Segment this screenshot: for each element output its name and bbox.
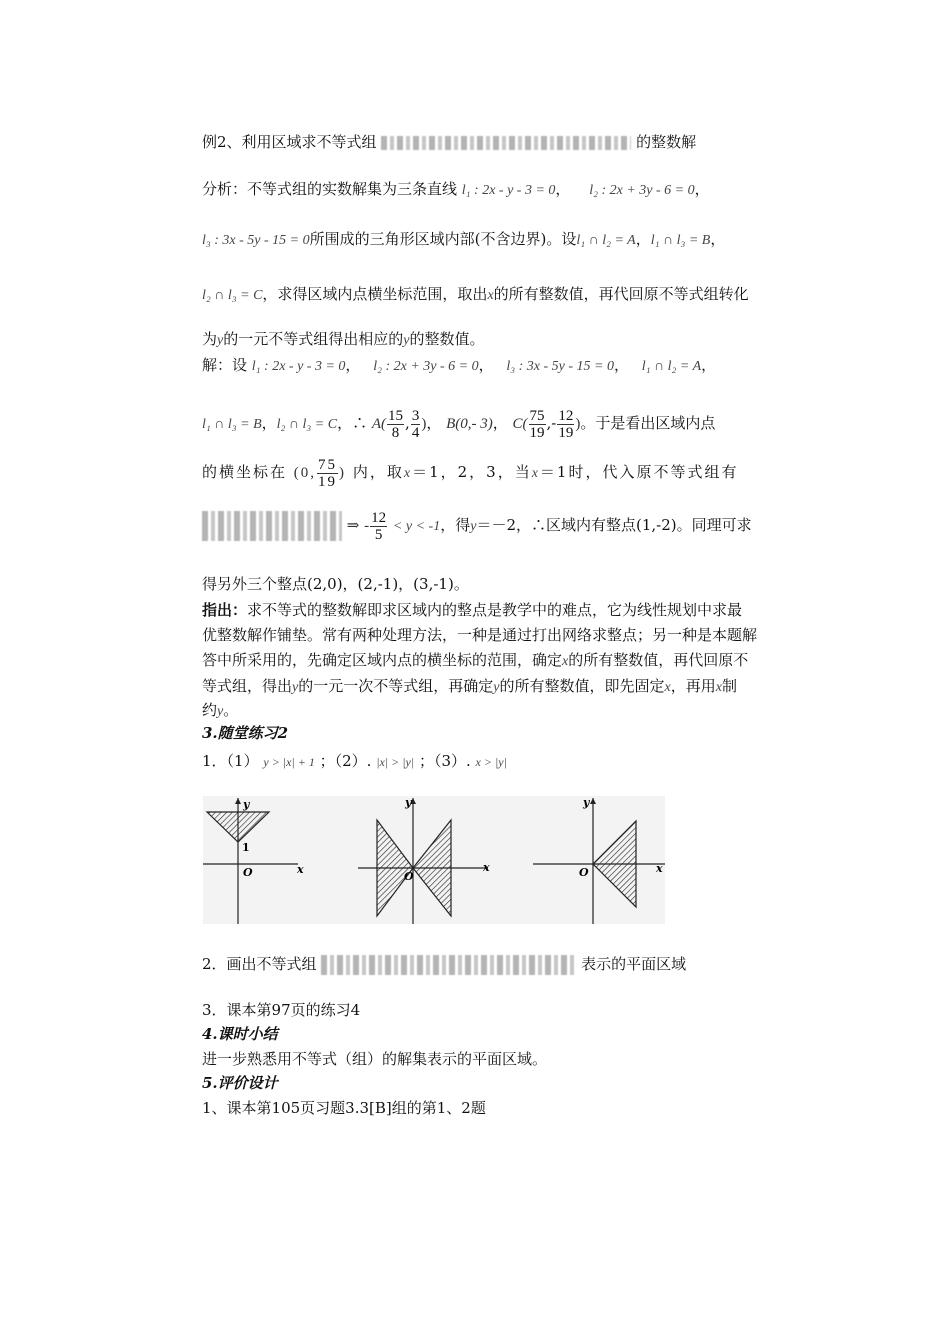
- practice-1-graphs: [203, 796, 665, 924]
- fraction: $\frac{12}{5}$: [371, 509, 387, 543]
- solution-line-3: 的横坐标在 (0, $\frac{75}{19}$ ) 内，取x＝1，2，3，当x＝1时，代入原不等式组有: [202, 456, 739, 490]
- blurred-inequality-system-2: [321, 955, 576, 975]
- solution-line-1: 解：设 l₁ : 2x - y - 3 = 0， l₂ : 2x + 3y - 6 = 0， l₃ : 3x - 5y - 15 = 0， l₁ ∩ l₂ = A，: [202, 356, 717, 374]
- fraction: $\frac{75}{19}$: [529, 407, 545, 441]
- y-label-2: y: [405, 796, 412, 809]
- solution-line-5: 得另外三个整点(2,0)，(2,-1)，(3,-1)。: [202, 575, 469, 593]
- fraction: $\frac{15}{8}$: [388, 407, 404, 441]
- fraction: $\frac{12}{19}$: [558, 407, 574, 441]
- y-label-3: y: [583, 796, 590, 809]
- fraction: $\frac{3}{4}$: [411, 407, 420, 441]
- note-line-4: 等式组，得出y的一元一次不等式组，再确定y的所有整数值，即先固定x，再用x制: [202, 677, 737, 695]
- intercept-label: 1: [242, 841, 250, 854]
- y-label-1: y: [243, 798, 250, 811]
- evaluation-1: 1、课本第105页习题3.3[B]组的第1、2题: [202, 1099, 486, 1117]
- section-4-heading: 4.课时小结: [202, 1025, 278, 1043]
- practice-2: 2．画出不等式组 表示的平面区域: [202, 955, 687, 973]
- practice-1: 1．（1） y > |x| + 1 ；（2）. |x| > |y| ；（3）. x > |y|: [202, 752, 507, 770]
- note-line-2: 优整数解作铺垫。常有两种处理方法，一种是通过打出网络求整点；另一种是本题解: [202, 626, 758, 644]
- blurred-inequality-system: [381, 136, 631, 150]
- blurred-substituted-system: [202, 511, 342, 541]
- section-3-heading: 3.随堂练习2: [202, 724, 289, 742]
- analysis-line-4: 为y的一元不等式组得出相应的y的整数值。: [202, 330, 485, 348]
- analysis-line-1: 分析：不等式组的实数解集为三条直线 l₁ : 2x - y - 3 = 0， l₂ : 2x + 3y - 6 = 0，: [202, 180, 710, 198]
- note-line-3: 答中所采用的，先确定区域内点的横坐标的范围，确定x的所有整数值，再代回原不: [202, 651, 749, 669]
- practice-3: 3．课本第97页的练习4: [202, 1001, 361, 1019]
- note-line-5: 约y。: [202, 701, 239, 719]
- origin-label-3: O: [579, 866, 589, 879]
- solution-line-2: l₁ ∩ l₃ = B，l₂ ∩ l₃ = C，∴ A( $\frac{15}{8}$ , $\frac{3}{4}$ )， B(0,- 3)， C( $\frac{75}{19}$ ,- $\frac{12}{19}$ )。于是看出区域内点: [202, 407, 716, 441]
- origin-label-1: O: [243, 866, 253, 879]
- solution-line-4: ⇒ - $\frac{12}{5}$ < y < -1，得y＝－2，∴区域内有整点(1,-2)。同理可求: [202, 505, 752, 547]
- fraction: $\frac{75}{19}$: [318, 456, 338, 490]
- x-label-3: x: [656, 862, 663, 875]
- x-label-1: x: [297, 863, 304, 876]
- note-line-1: 指出：求不等式的整数解即求区域内的整点是教学中的难点，它为线性规划中求最: [202, 601, 743, 619]
- example-2-title: 例2、利用区域求不等式组 的整数解: [202, 133, 697, 151]
- analysis-line-3: l₂ ∩ l₃ = C，求得区域内点横坐标范围，取出x的所有整数值，再代回原不等式组转化: [202, 285, 749, 303]
- summary: 进一步熟悉用不等式（组）的解集表示的平面区域。: [202, 1050, 548, 1068]
- x-label-2: x: [483, 861, 490, 874]
- origin-label-2: O: [404, 870, 414, 883]
- section-5-heading: 5.评价设计: [202, 1074, 278, 1092]
- analysis-line-2: l₃ : 3x - 5y - 15 = 0所围成的三角形区域内部(不含边界)。设l₁ ∩ l₂ = A，l₁ ∩ l₃ = B，: [202, 230, 726, 248]
